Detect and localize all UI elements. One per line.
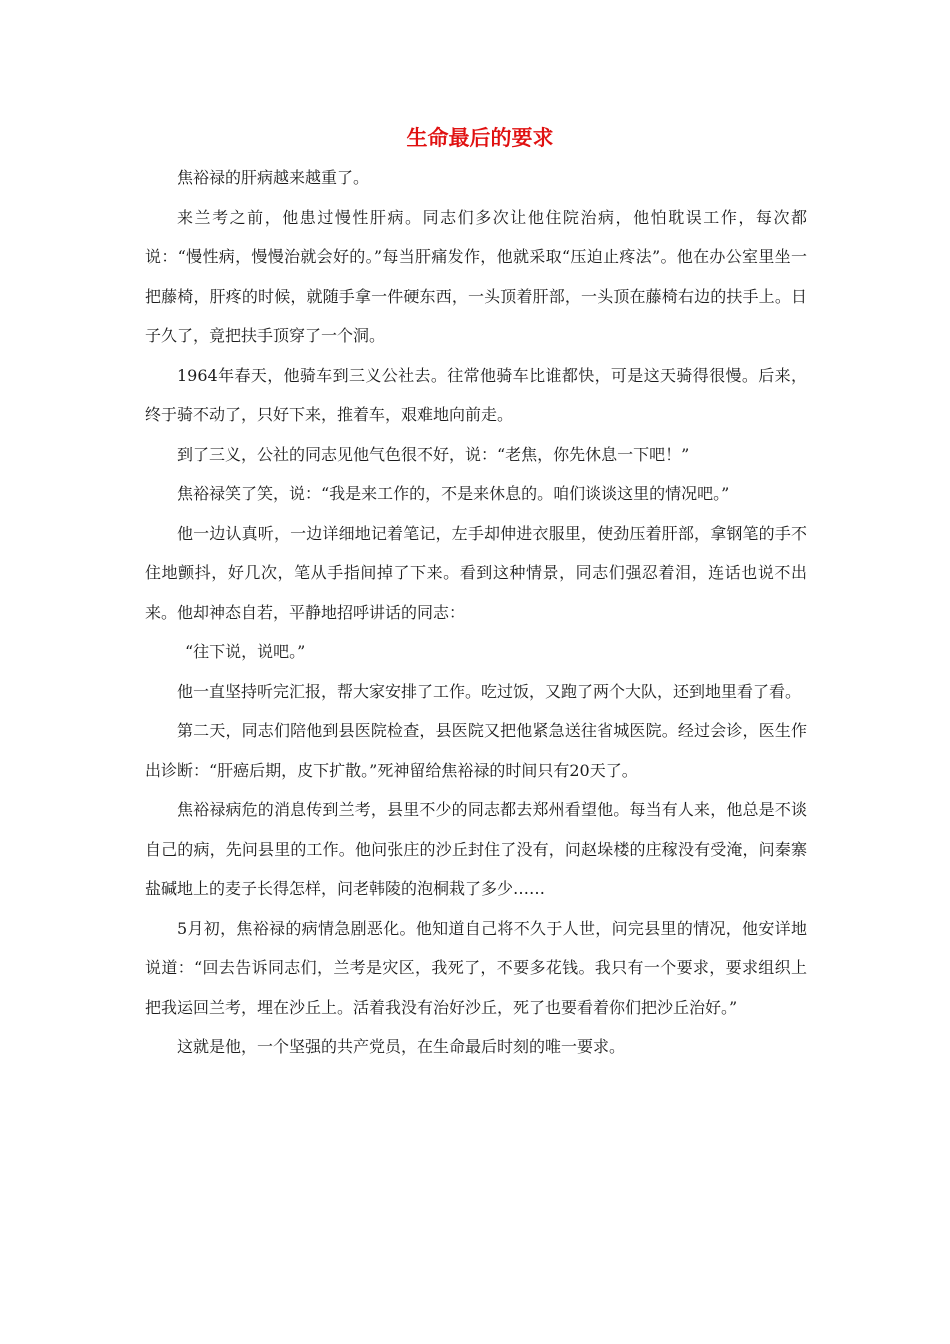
paragraph-6: 他一边认真听，一边详细地记着笔记，左手却伸进衣服里，使劲压着肝部，拿钢笔的手不住地颤抖，好几次，笔从手指间掉了下来。看到这种情景，同志们强忍着泪，连话也说不出来。他却神态自若，平静地招呼讲话的同志： — [145, 523, 807, 622]
paragraph-2: 来兰考之前，他患过慢性肝病。同志们多次让他住院治病，他怕耽误工作，每次都说：“慢性病，慢慢治就会好的。”每当肝痛发作，他就采取“压迫止疼法”。他在办公室里坐一把藤椅，肝疼的时候，就随手拿一件硬东西，一头顶着肝部，一头顶在藤椅右边的扶手上。日子久了，竟把扶手顶穿了一个洞。 — [145, 207, 807, 345]
paragraph-8: 他一直坚持听完汇报，帮大家安排了工作。吃过饭，又跑了两个大队，还到地里看了看。 — [177, 681, 802, 701]
paragraph-9: 第二天，同志们陪他到县医院检查，县医院又把他紧急送往省城医院。经过会诊，医生作出诊断：“肝癌后期，皮下扩散。”死神留给焦裕禄的时间只有20天了。 — [145, 721, 807, 780]
document-page — [145, 118, 807, 1067]
paragraph-12: 这就是他，一个坚强的共产党员，在生命最后时刻的唯一要求。 — [177, 1037, 626, 1056]
paragraph-1: 焦裕禄的肝病越来越重了。 — [177, 168, 370, 187]
paragraph-7-quote: “往下说，说吧。” — [185, 642, 306, 661]
paragraph-4: 到了三义，公社的同志见他气色很不好，说：“老焦，你先休息一下吧！” — [177, 444, 690, 464]
paragraph-3: 1964年春天，他骑车到三义公社去。往常他骑车比谁都快，可是这天骑得很慢。后来，终于骑不动了，只好下来，推着车，艰难地向前走。 — [145, 365, 807, 424]
paragraph-10: 焦裕禄病危的消息传到兰考，县里不少的同志都去郑州看望他。每当有人来，他总是不谈自己的病，先问县里的工作。他问张庄的沙丘封住了没有，问赵垛楼的庄稼没有受淹，问秦寨盐碱地上的麦子长得怎样，问老韩陵的泡桐栽了多少…… — [145, 800, 807, 898]
paragraph-11: 5月初，焦裕禄的病情急剧恶化。他知道自己将不久于人世，问完县里的情况，他安详地说道：“回去告诉同志们，兰考是灾区，我死了，不要多花钱。我只有一个要求，要求组织上把我运回兰考，埋在沙丘上。活着我没有治好沙丘，死了也要看着你们把沙丘治好。” — [145, 918, 807, 1017]
document-title: 生命最后的要求 — [406, 125, 554, 150]
paragraph-5: 焦裕禄笑了笑，说：“我是来工作的，不是来休息的。咱们谈谈这里的情况吧。” — [177, 484, 730, 503]
